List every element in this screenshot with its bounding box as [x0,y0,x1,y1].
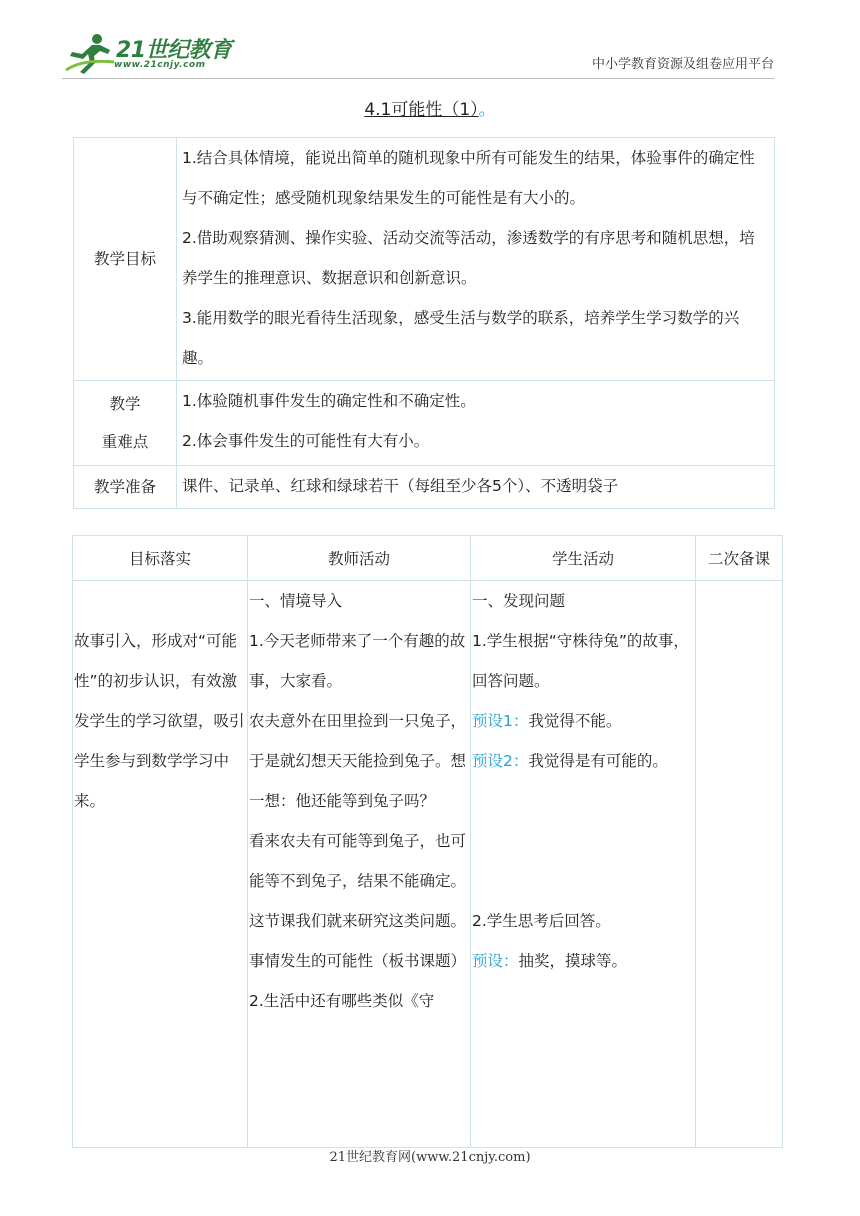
title-dot: 。 [478,100,496,120]
goal-cell: 故事引入，形成对“可能性”的初步认识，有效激发学生的学习欲望，吸引学生参与到数学学习中来。 [73,581,248,1148]
site-logo[interactable] [64,32,234,76]
preset-2-label: 预设2： [472,752,529,770]
lesson-plan-table [72,535,783,1148]
goals-cell [177,138,775,381]
plan-header-row [73,536,783,581]
title-text: 4.1可能性（1） [364,100,479,120]
footer-text: 21世纪教育网(www.21cnjy.com) [329,1150,531,1165]
goal-item-1: 1.结合具体情境，能说出简单的随机现象中所有可能发生的结果，体验事件的确定性与不确定性；感受随机现象结果发生的可能性是有大小的。 [182,149,755,207]
key-point-1: 1.体验随机事件发生的确定性和不确定性。 [182,392,476,410]
logo-text: 21世纪教育 [116,38,232,63]
notes-cell[interactable] [696,581,783,1148]
teacher-para-3: 看来农夫有可能等到兔子，也可能等不到兔子，结果不能确定。这节课我们就来研究这类问题。事情发生的可能性（板书课题） [249,832,467,970]
key-points-label [74,381,177,466]
preset-1-label: 预设1： [472,712,529,730]
preset-3-label: 预设： [472,952,519,970]
preset-1-text: 我觉得不能。 [528,712,622,730]
student-preset-1 [472,701,694,741]
student-para-2: 2.学生思考后回答。 [472,912,611,930]
logo-url: www.21cnjy.com [114,60,206,70]
page-title [0,95,860,120]
goals-label: 教学目标 [74,138,177,381]
goals-row [74,138,775,381]
preset-3-text: 抽奖，摸球等。 [518,952,628,970]
teacher-cell [248,581,471,1148]
teacher-para-4: 2.生活中还有哪些类似《守 [249,992,435,1010]
teacher-section-title: 一、情境导入 [249,592,343,610]
student-para-1: 1.学生根据“守株待兔”的故事，回答问题。 [472,632,689,690]
goal-item-3: 3.能用数学的眼光看待生活现象，感受生活与数学的联系，培养学生学习数学的兴趣。 [182,309,740,367]
key-points-cell [177,381,775,466]
key-points-row [74,381,775,466]
student-section-title: 一、发现问题 [472,592,566,610]
teacher-para-2: 农夫意外在田里捡到一只兔子，于是就幻想天天能捡到兔子。想一想：他还能等到兔子吗？ [249,712,467,810]
prep-row [74,466,775,509]
prep-label: 教学准备 [74,466,177,509]
runner-icon [64,32,116,76]
key-label-line-1: 教学 [109,395,141,413]
student-cell [471,581,696,1148]
student-preset-3 [472,941,694,981]
header-notes: 二次备课 [696,536,783,581]
header-teacher: 教师活动 [248,536,471,581]
teacher-para-1: 1.今天老师带来了一个有趣的故事，大家看。 [249,632,466,690]
header-divider [62,78,774,79]
student-spacer [472,781,694,901]
student-preset-2 [472,741,694,781]
key-point-2: 2.体会事件发生的可能性有大有小。 [182,432,430,450]
key-label-line-2: 重难点 [101,433,149,451]
preset-2-text: 我觉得是有可能的。 [528,752,668,770]
header-student: 学生活动 [471,536,696,581]
header-goal: 目标落实 [73,536,248,581]
goal-item-2: 2.借助观察猜测、操作实验、活动交流等活动，渗透数学的有序思考和随机思想，培养学生的推理意识、数据意识和创新意识。 [182,229,755,287]
platform-name: 中小学教育资源及组卷应用平台 [591,57,774,72]
plan-row [73,581,783,1148]
prep-cell: 课件、记录单、红球和绿球若干（每组至少各5个）、不透明袋子 [177,466,775,509]
overview-table [73,137,775,509]
